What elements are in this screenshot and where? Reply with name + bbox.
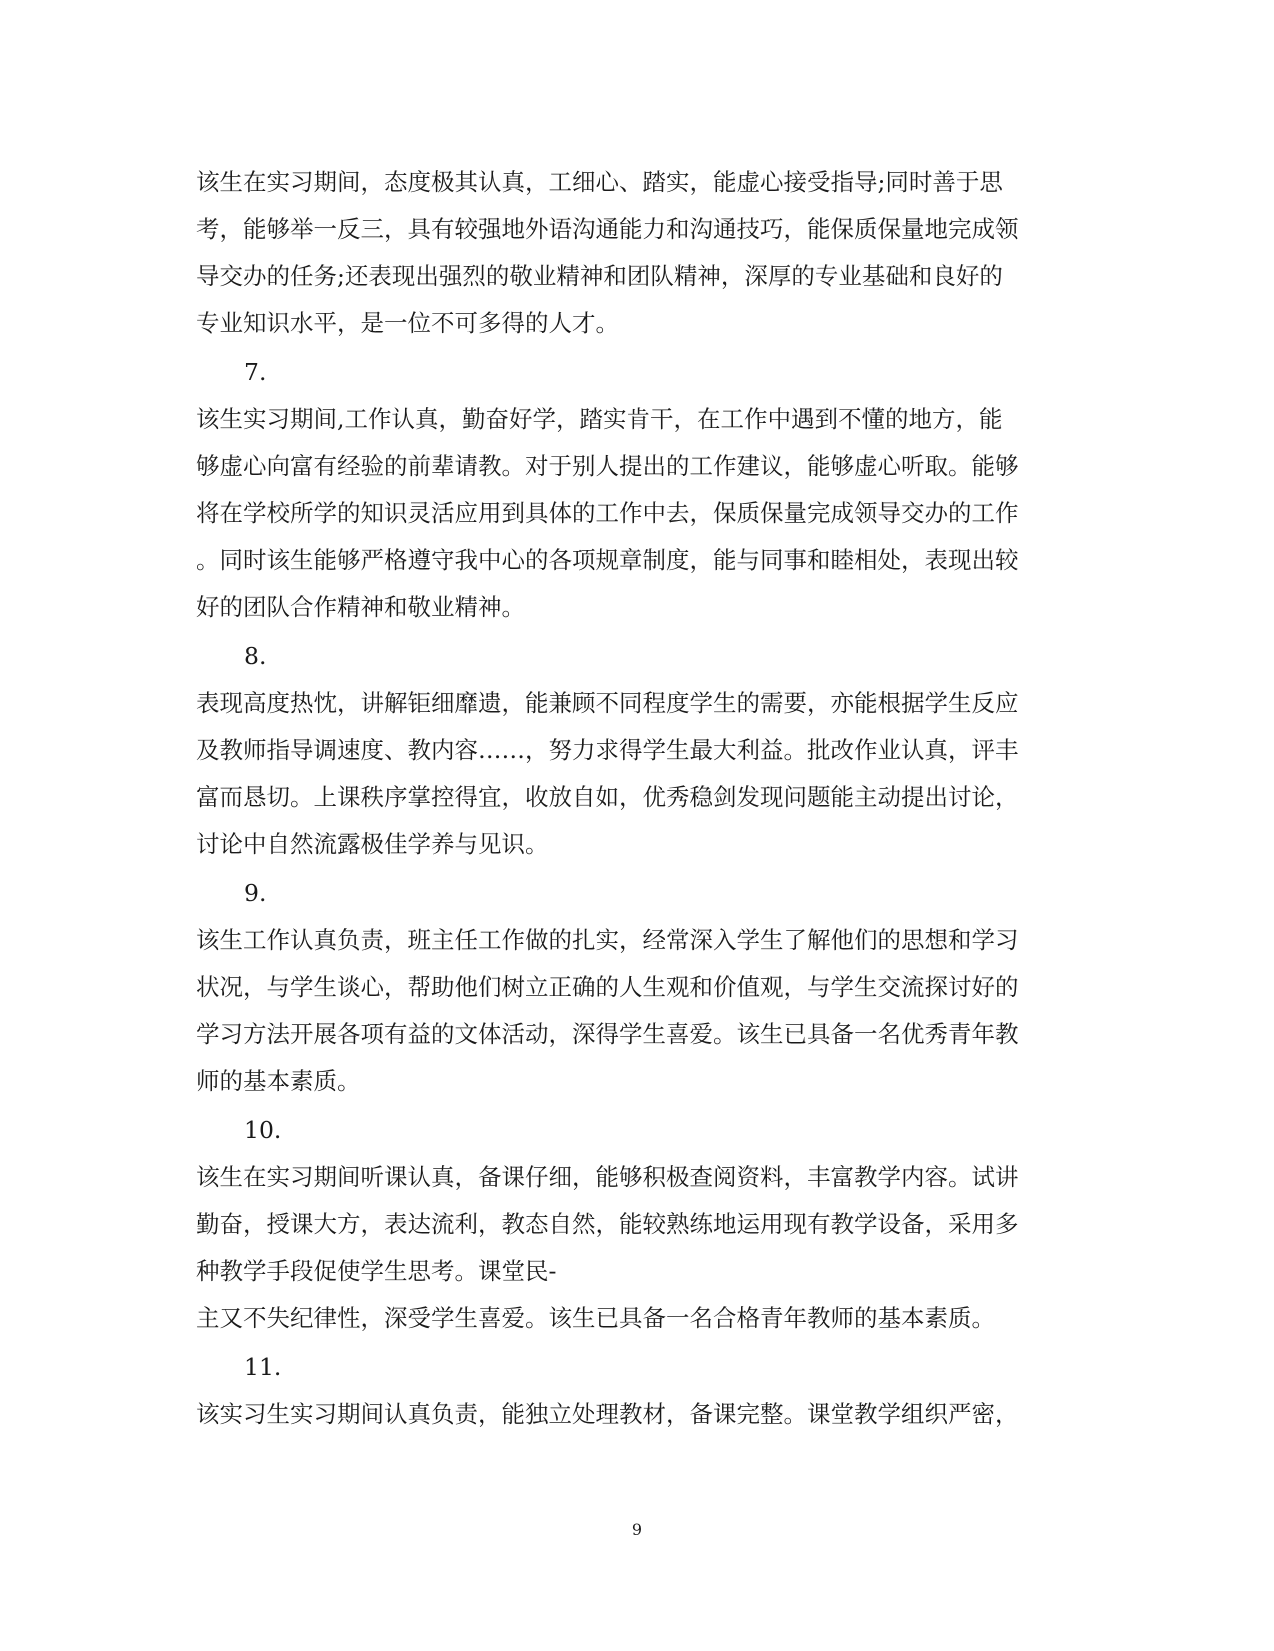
text-line: 状况，与学生谈心，帮助他们树立正确的人生观和价值观，与学生交流探讨好的 (196, 973, 1019, 1001)
text-line: 考，能够举一反三，具有较强地外语沟通能力和沟通技巧，能保质保量地完成领 (196, 215, 1019, 243)
page-number: 9 (631, 1520, 643, 1539)
text-line: 该生在实习期间，态度极其认真，工细心、踏实，能虚心接受指导;同时善于思 (196, 168, 1003, 196)
text-line: 及教师指导调速度、教内容……，努力求得学生最大利益。批改作业认真，评丰 (196, 736, 1019, 764)
text-line: 该实习生实习期间认真负责，能独立处理教材，备课完整。课堂教学组织严密， (196, 1400, 1019, 1428)
text-line: 讨论中自然流露极佳学养与见识。 (196, 830, 549, 858)
text-line: 该生工作认真负责，班主任工作做的扎实，经常深入学生了解他们的思想和学习 (196, 926, 1019, 954)
text-line: 专业知识水平，是一位不可多得的人才。 (196, 309, 619, 337)
text-line: 勤奋，授课大方，表达流利，教态自然，能较熟练地运用现有教学设备，采用多 (196, 1210, 1019, 1238)
text-line: 够虚心向富有经验的前辈请教。对于别人提出的工作建议，能够虚心听取。能够 (196, 452, 1019, 480)
text-line: 该生实习期间,工作认真，勤奋好学，踏实肯干，在工作中遇到不懂的地方，能 (196, 405, 1003, 433)
text-line: 。同时该生能够严格遵守我中心的各项规章制度，能与同事和睦相处，表现出较 (196, 546, 1019, 574)
item-number: 9. (244, 879, 267, 907)
text-line: 该生在实习期间听课认真，备课仔细，能够积极查阅资料，丰富教学内容。试讲 (196, 1163, 1019, 1191)
text-line: 学习方法开展各项有益的文体活动，深得学生喜爱。该生已具备一名优秀青年教 (196, 1020, 1019, 1048)
text-line: 主又不失纪律性，深受学生喜爱。该生已具备一名合格青年教师的基本素质。 (196, 1304, 995, 1332)
text-line: 表现高度热忱，讲解钜细靡遗，能兼顾不同程度学生的需要，亦能根据学生反应 (196, 689, 1019, 717)
item-number: 8. (244, 642, 267, 670)
text-line: 种教学手段促使学生思考。课堂民- (196, 1257, 557, 1285)
text-line: 师的基本素质。 (196, 1067, 361, 1095)
text-line: 好的团队合作精神和敬业精神。 (196, 593, 525, 621)
item-number: 11. (244, 1353, 282, 1381)
item-number: 7. (244, 358, 267, 386)
text-line: 富而恳切。上课秩序掌控得宜，收放自如，优秀稳剑发现问题能主动提出讨论， (196, 783, 1019, 811)
item-number: 10. (244, 1116, 282, 1144)
text-line: 将在学校所学的知识灵活应用到具体的工作中去，保质保量完成领导交办的工作 (196, 499, 1019, 527)
text-line: 导交办的任务;还表现出强烈的敬业精神和团队精神，深厚的专业基础和良好的 (196, 262, 1003, 290)
